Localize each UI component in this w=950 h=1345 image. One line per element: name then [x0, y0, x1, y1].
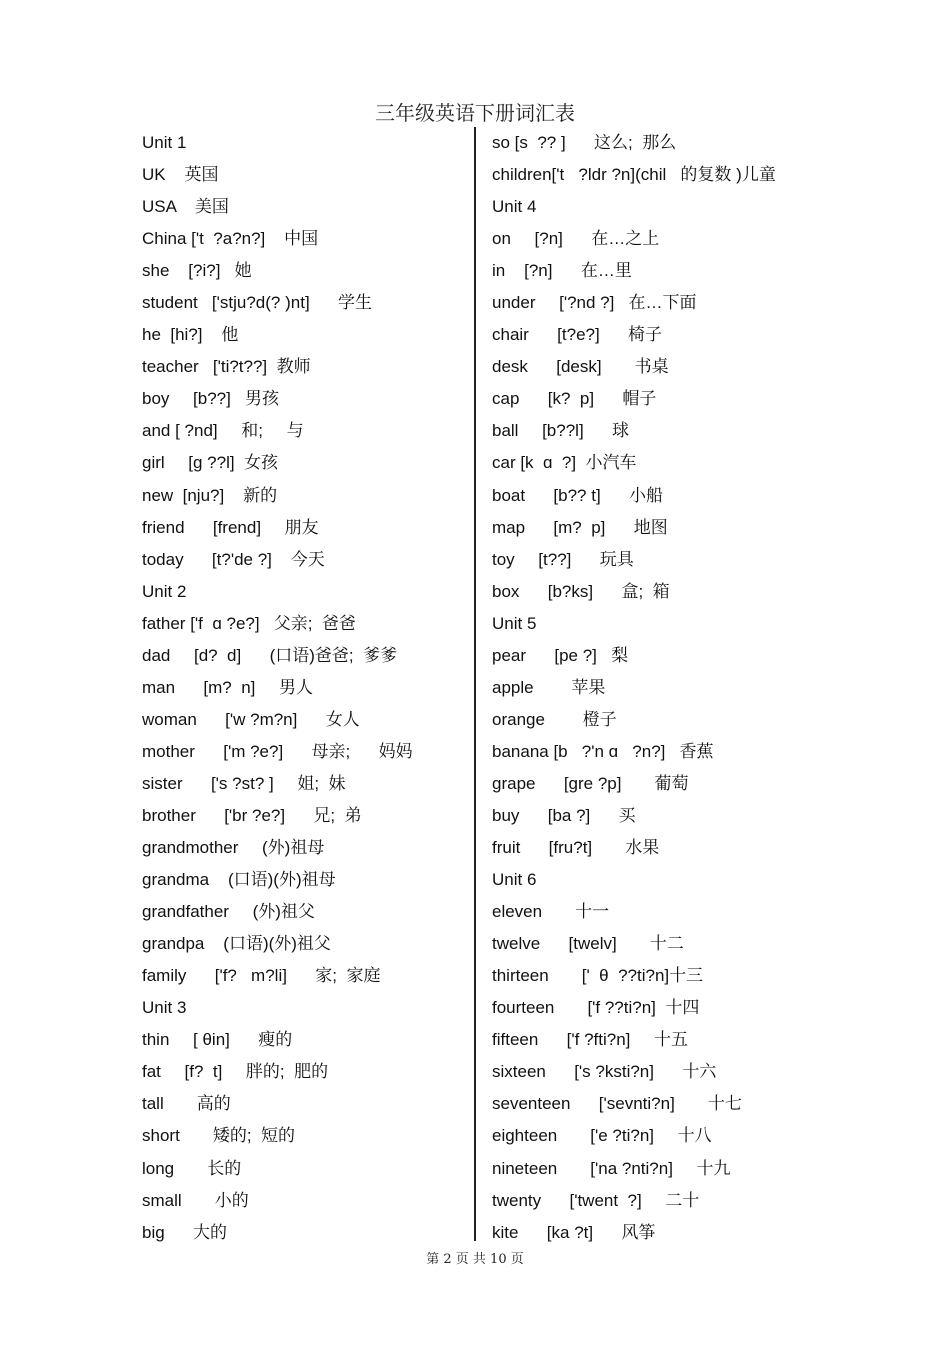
- vocab-line: on [?n] 在…之上: [492, 229, 660, 249]
- right-vocabulary-column: [492, 127, 892, 1249]
- vocab-line: boat [b?? t] 小船: [492, 485, 664, 505]
- vocab-line: student ['stju?d(? )nt] 学生: [142, 293, 373, 313]
- vocab-line: mother ['m ?e?] 母亲; 妈妈: [142, 741, 413, 761]
- vocab-line: family ['f? m?li] 家; 家庭: [142, 966, 381, 986]
- vocab-line: pear [pe ?] 梨: [492, 645, 629, 665]
- vocab-line: toy [t??] 玩具: [492, 549, 634, 569]
- vocab-line: nineteen ['na ?nti?n] 十九: [492, 1158, 731, 1178]
- vocab-line: thirteen [' θ ??ti?n]十三: [492, 966, 704, 986]
- vocab-line: so [s ?? ] 这么; 那么: [492, 133, 677, 152]
- vocab-line: buy [ba ?] 买: [492, 805, 636, 825]
- left-vocabulary-column: [142, 127, 462, 1249]
- vocab-line: new [nju?] 新的: [142, 485, 278, 505]
- vocab-line: fifteen ['f ?fti?n] 十五: [492, 1030, 688, 1050]
- vocab-line: apple 苹果: [492, 677, 606, 697]
- vocab-line: Unit 4: [492, 197, 537, 217]
- vocab-line: today [t?'de ?] 今天: [142, 549, 325, 569]
- column-divider: [474, 127, 476, 1241]
- vocab-line: father ['f ɑ ?e?] 父亲; 爸爸: [142, 613, 356, 633]
- vocab-line: twelve [twelv] 十二: [492, 934, 684, 954]
- vocab-line: map [m? p] 地图: [492, 517, 668, 537]
- vocab-line: small 小的: [142, 1190, 249, 1210]
- vocab-line: fruit [fru?t] 水果: [492, 838, 660, 858]
- vocab-line: friend [frend] 朋友: [142, 517, 319, 537]
- vocab-line: seventeen ['sevnti?n] 十七: [492, 1094, 742, 1114]
- vocab-line: banana [b ?'n ɑ ?n?] 香蕉: [492, 741, 714, 761]
- vocab-line: ball [b??l] 球: [492, 421, 630, 441]
- vocab-line: sixteen ['s ?ksti?n] 十六: [492, 1062, 717, 1082]
- vocab-line: Unit 5: [492, 613, 537, 633]
- vocab-line: grandpa (口语)(外)祖父: [142, 934, 331, 954]
- vocab-line: dad [d? d] (口语)爸爸; 爹爹: [142, 645, 398, 665]
- vocab-line: Unit 3: [142, 998, 187, 1018]
- vocab-line: short 矮的; 短的: [142, 1126, 296, 1146]
- vocab-line: box [b?ks] 盒; 箱: [492, 581, 670, 601]
- vocab-line: tall 高的: [142, 1094, 231, 1114]
- vocab-line: China ['t ?a?n?] 中国: [142, 229, 319, 249]
- vocab-line: grape [gre ?p] 葡萄: [492, 773, 689, 793]
- vocab-line: long 长的: [142, 1158, 242, 1178]
- vocab-line: Unit 2: [142, 581, 187, 601]
- vocab-line: girl [g ??l] 女孩: [142, 453, 279, 473]
- vocab-line: chair [t?e?] 椅子: [492, 325, 663, 345]
- vocab-line: she [?i?] 她: [142, 261, 252, 281]
- vocab-line: UK 英国: [142, 165, 219, 185]
- vocab-line: grandma (口语)(外)祖母: [142, 870, 336, 890]
- vocab-line: big 大的: [142, 1222, 228, 1242]
- vocab-line: he [hi?] 他: [142, 325, 239, 345]
- vocab-line: Unit 1: [142, 133, 187, 152]
- vocab-line: teacher ['ti?t??] 教师: [142, 357, 311, 377]
- vocab-line: sister ['s ?st? ] 姐; 妹: [142, 773, 346, 793]
- vocab-line: kite [ka ?t] 风筝: [492, 1222, 656, 1242]
- vocab-line: boy [b??] 男孩: [142, 389, 280, 409]
- vocab-line: twenty ['twent ?] 二十: [492, 1190, 700, 1210]
- vocab-line: grandmother (外)祖母: [142, 838, 325, 858]
- vocab-line: in [?n] 在…里: [492, 261, 632, 281]
- vocab-line: Unit 6: [492, 870, 537, 890]
- vocab-line: thin [ θin] 瘦的: [142, 1030, 293, 1050]
- vocab-line: and [ ?nd] 和; 与: [142, 421, 304, 441]
- vocab-line: desk [desk] 书桌: [492, 357, 669, 377]
- vocab-line: fourteen ['f ??ti?n] 十四: [492, 998, 700, 1018]
- vocab-line: car [k ɑ ?] 小汽车: [492, 453, 637, 473]
- page-title: 三年级英语下册词汇表: [375, 101, 575, 125]
- vocab-line: orange 橙子: [492, 709, 617, 729]
- vocab-line: fat [f? t] 胖的; 肥的: [142, 1062, 329, 1082]
- vocab-line: children['t ?ldr ?n](chil 的复数 )儿童: [492, 165, 776, 185]
- vocab-line: man [m? n] 男人: [142, 677, 313, 697]
- vocab-line: brother ['br ?e?] 兄; 弟: [142, 805, 362, 825]
- vocab-line: eleven 十一: [492, 902, 610, 922]
- vocab-line: eighteen ['e ?ti?n] 十八: [492, 1126, 712, 1146]
- vocab-line: woman ['w ?m?n] 女人: [142, 709, 360, 729]
- vocab-line: grandfather (外)祖父: [142, 902, 315, 922]
- vocab-line: under ['?nd ?] 在…下面: [492, 293, 697, 313]
- vocab-line: cap [k? p] 帽子: [492, 389, 657, 409]
- vocab-line: USA 美国: [142, 197, 229, 217]
- page-footer: 第 2 页 共 10 页: [426, 1252, 524, 1267]
